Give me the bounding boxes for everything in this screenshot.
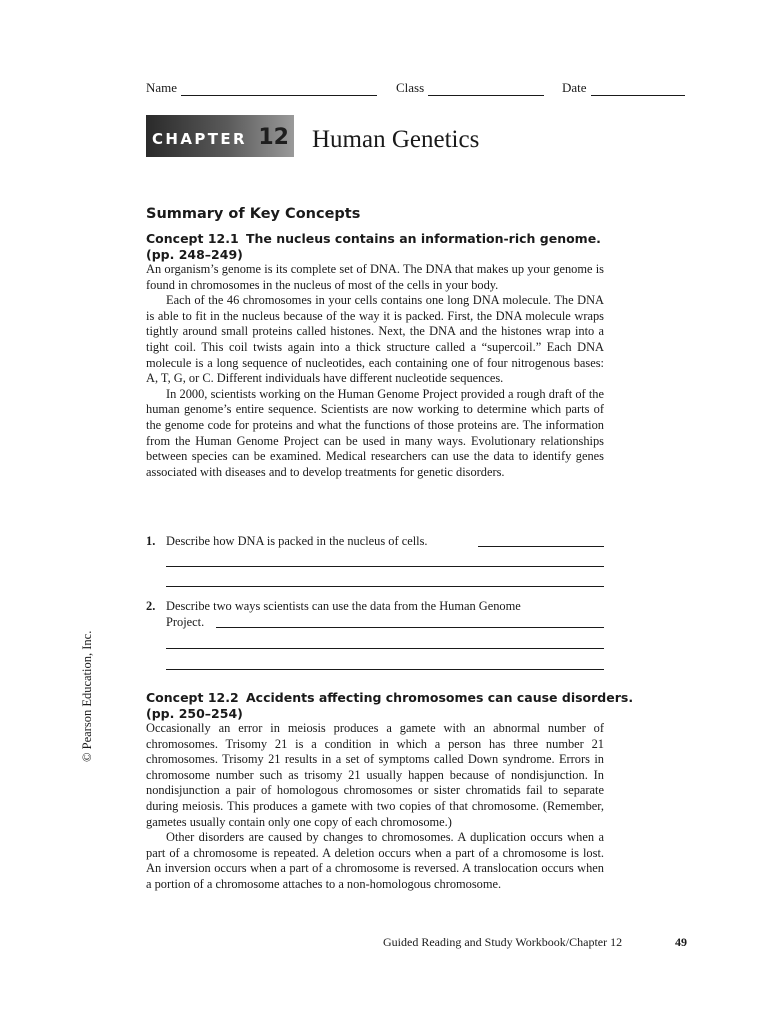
question-2-number: 2. — [146, 599, 156, 613]
concept-1-title: The nucleus contains an information-rich genome. — [246, 231, 601, 246]
summary-heading: Summary of Key Concepts — [146, 206, 361, 222]
copyright-note: © Pearson Education, Inc. — [80, 630, 94, 762]
concept-1-paragraph: An organism’s genome is its complete set of DNA. The DNA that makes up your genome is found in chromosomes in the nucleus of most of the cells in your body. — [146, 262, 604, 292]
chapter-label: CHAPTER — [152, 130, 247, 148]
answer-line[interactable] — [166, 566, 604, 567]
date-blank[interactable] — [591, 82, 685, 96]
name-field[interactable] — [146, 80, 377, 96]
concept-2-pages: (pp. 250–254) — [146, 706, 243, 721]
chapter-title: Human Genetics — [312, 126, 480, 153]
answer-line[interactable] — [478, 546, 604, 547]
name-blank[interactable] — [181, 82, 377, 96]
chapter-number: 12 — [258, 125, 289, 150]
header-fields — [146, 80, 688, 98]
concept-2-body — [146, 721, 604, 893]
concept-2-heading — [146, 690, 633, 722]
page-number: 49 — [675, 935, 687, 949]
answer-line[interactable] — [216, 627, 604, 628]
concept-2-paragraph: Occasionally an error in meiosis produces a gamete with an abnormal number of chromosomes. Trisomy 21 is a condition in which a person has three number 21 chromosomes. Trisomy 21 results in a set of symptoms called Down syndrome. Errors in chromosome number such as trisomy 21 usually happen because of nondisjunction. In nondisjunction a pair of homologous chromosomes or sister chromatids fail to separate during meiosis. This produces a gamete with two copies of that chromosome. (Remember, gametes usually contain only one copy of each chromosome.) — [146, 721, 604, 829]
concept-2-title: Accidents affecting chromosomes can cause disorders. — [246, 690, 634, 705]
date-label: Date — [562, 80, 587, 95]
question-2-text-cont: Project. — [166, 614, 205, 629]
question-2-text: Describe two ways scientists can use the data from the Human Genome — [166, 599, 521, 613]
answer-line[interactable] — [166, 648, 604, 649]
question-1 — [146, 534, 604, 550]
question-1-text: Describe how DNA is packed in the nucleus of cells. — [166, 534, 428, 548]
name-label: Name — [146, 80, 178, 95]
concept-1-body — [146, 262, 604, 480]
concept-1-tag: Concept 12.1 — [146, 231, 239, 246]
class-blank[interactable] — [428, 82, 544, 96]
class-label: Class — [396, 80, 425, 95]
concept-1-heading — [146, 231, 601, 263]
date-field[interactable] — [562, 80, 685, 96]
answer-line[interactable] — [166, 669, 604, 670]
question-1-number: 1. — [146, 534, 156, 548]
class-field[interactable] — [396, 80, 544, 96]
concept-1-pages: (pp. 248–249) — [146, 247, 243, 262]
concept-2-paragraph: Other disorders are caused by changes to chromosomes. A duplication occurs when a part of a chromosome is repeated. A deletion occurs when a part of a chromosome is lost. An inversion occurs when a part of a chromosome is reversed. A translocation occurs when a portion of a chromosome attaches to a non-homologous chromosome. — [146, 830, 604, 891]
concept-2-tag: Concept 12.2 — [146, 690, 239, 705]
answer-line[interactable] — [166, 586, 604, 587]
concept-1-paragraph: Each of the 46 chromosomes in your cells contains one long DNA molecule. The DNA is able to fit in the nucleus because of the way it is packed. First, the DNA molecule wraps tightly around small proteins called histones. Next, the DNA and the histones wrap into a tight coil. This coil twists again into a thick structure called a “supercoil.” Each DNA molecule is a long sequence of nucleotides, each containing one of four nitrogenous bases: A, T, G, or C. Different individuals have different nucleotide sequences. — [146, 293, 604, 386]
chapter-banner — [146, 115, 294, 157]
concept-1-paragraph: In 2000, scientists working on the Human Genome Project provided a rough draft of the human genome’s entire sequence. Scientists are now working to determine which parts of the genome code for proteins and what the functions of those proteins are. The information from the Human Genome Project can be used in many ways. Evolutionary relationships between species can be examined. Medical researchers can use the data to identify genes associated with diseases and to develop treatments for genetic disorders. — [146, 386, 604, 479]
footer-text: Guided Reading and Study Workbook/Chapter 12 — [383, 935, 623, 949]
